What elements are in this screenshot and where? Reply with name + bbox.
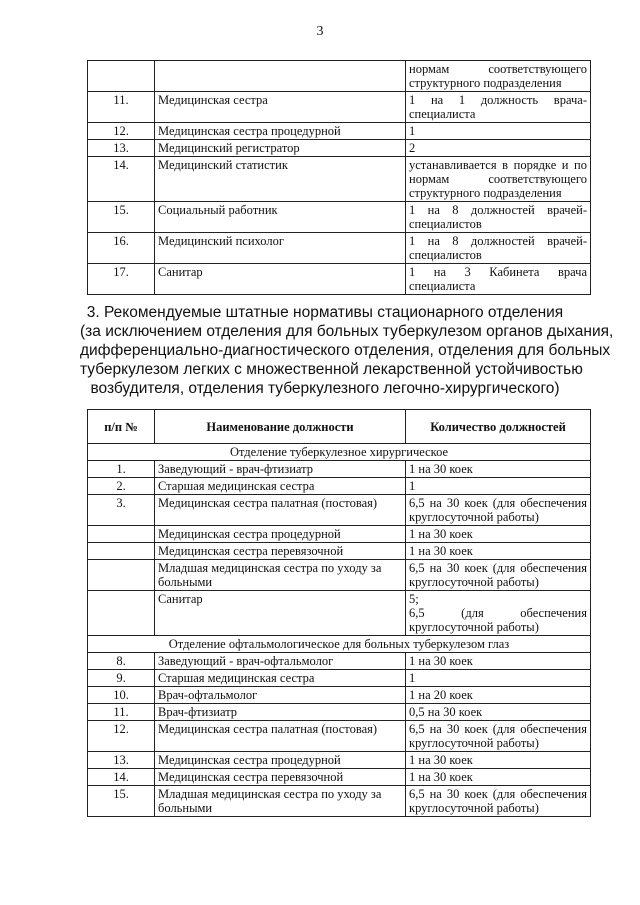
heading-line: (за исключением отделения для больных туберкулезом органов дыхания,: [80, 323, 614, 340]
position-name: Санитар: [155, 264, 406, 295]
table-row: [88, 560, 591, 591]
quantity-cell: [406, 123, 591, 140]
table-row: [88, 264, 591, 295]
table-row: [88, 687, 591, 704]
row-number: 12.: [88, 721, 155, 752]
row-number: 11.: [88, 704, 155, 721]
position-name: Медицинская сестра процедурной: [155, 123, 406, 140]
table-header-row: [88, 410, 591, 444]
quantity-line: специалистов: [409, 217, 482, 231]
table-row: [88, 461, 591, 478]
position-name: Младшая медицинская сестра по уходу за больными: [155, 560, 406, 591]
quantity-line: 1: [409, 671, 416, 685]
position-name: Медицинский статистик: [155, 157, 406, 202]
header-position: Наименование должности: [155, 410, 406, 444]
quantity-cell: [406, 687, 591, 704]
quantity-line: структурного подразделения: [409, 186, 562, 200]
header-quantity: Количество должностей: [406, 410, 591, 444]
position-name: Заведующий - врач-фтизиатр: [155, 461, 406, 478]
position-name: Заведующий - врач-офтальмолог: [155, 653, 406, 670]
quantity-line: круглосуточной работы): [409, 510, 539, 524]
quantity-line: структурного подразделения: [409, 76, 562, 90]
row-number: 10.: [88, 687, 155, 704]
row-number: 9.: [88, 670, 155, 687]
table-row: [88, 202, 591, 233]
row-number: 17.: [88, 264, 155, 295]
quantity-cell: [406, 495, 591, 526]
quantity-line: 1 на 20 коек: [409, 688, 473, 702]
quantity-line: 1 на 30 коек: [409, 753, 473, 767]
row-number: 14.: [88, 769, 155, 786]
staffing-table-continued: [87, 60, 591, 295]
row-number: 3.: [88, 495, 155, 526]
quantity-line: 1 на 8 должностей врачей-: [409, 234, 587, 248]
quantity-line: 6,5 на 30 коек (для обеспечения: [409, 496, 587, 510]
position-name: Медицинская сестра палатная (постовая): [155, 495, 406, 526]
table-row: [88, 526, 591, 543]
row-number: 15.: [88, 786, 155, 817]
section-title: Отделение офтальмологическое для больных туберкулезом глаз: [88, 636, 591, 653]
table-row: [88, 157, 591, 202]
quantity-line: 1 на 3 Кабинета врача: [409, 265, 587, 279]
quantity-line: 1: [409, 124, 416, 138]
row-number: 2.: [88, 478, 155, 495]
table-row: [88, 653, 591, 670]
row-number: [88, 526, 155, 543]
position-name: Медицинская сестра перевязочной: [155, 769, 406, 786]
quantity-cell: [406, 202, 591, 233]
quantity-line: 1 на 30 коек: [409, 544, 473, 558]
quantity-line: 1: [409, 479, 416, 493]
quantity-cell: [406, 591, 591, 636]
quantity-line: 6,5 на 30 коек (для обеспечения: [409, 722, 587, 736]
row-number: 1.: [88, 461, 155, 478]
position-name: [155, 61, 406, 92]
table-row: [88, 670, 591, 687]
quantity-cell: [406, 721, 591, 752]
table-row: [88, 769, 591, 786]
position-name: Медицинский психолог: [155, 233, 406, 264]
row-number: 14.: [88, 157, 155, 202]
quantity-line: 0,5 на 30 коек: [409, 705, 483, 719]
quantity-cell: [406, 653, 591, 670]
quantity-cell: [406, 61, 591, 92]
quantity-line: специалиста: [409, 279, 476, 293]
quantity-line: круглосуточной работы): [409, 801, 539, 815]
table-row: [88, 721, 591, 752]
position-name: Медицинский регистратор: [155, 140, 406, 157]
table-row: [88, 752, 591, 769]
quantity-line: нормам соответствующего: [409, 172, 587, 186]
table-row: [88, 704, 591, 721]
row-number: 15.: [88, 202, 155, 233]
heading-line: 3. Рекомендуемые штатные нормативы стационарного отделения: [86, 304, 564, 321]
quantity-cell: [406, 140, 591, 157]
quantity-line: 1 на 30 коек: [409, 654, 473, 668]
table-row: [88, 123, 591, 140]
table-row: [88, 495, 591, 526]
quantity-line: 1 на 30 коек: [409, 462, 473, 476]
section-title: Отделение туберкулезное хирургическое: [88, 444, 591, 461]
heading-line: возбудителя, отделения туберкулезного легочно-хирургического): [90, 380, 560, 397]
position-name: Младшая медицинская сестра по уходу за больными: [155, 786, 406, 817]
row-number: 13.: [88, 752, 155, 769]
position-name: Медицинская сестра перевязочной: [155, 543, 406, 560]
row-number: [88, 61, 155, 92]
table-row: [88, 61, 591, 92]
quantity-line: круглосуточной работы): [409, 736, 539, 750]
section-heading: [80, 303, 614, 398]
table-row: [88, 478, 591, 495]
row-number: 11.: [88, 92, 155, 123]
position-name: Врач-фтизиатр: [155, 704, 406, 721]
quantity-cell: [406, 157, 591, 202]
quantity-cell: [406, 461, 591, 478]
heading-line: туберкулезом легких с множественной лекарственной устойчивостью: [80, 361, 583, 378]
table-row: [88, 786, 591, 817]
row-number: [88, 591, 155, 636]
table-row: [88, 92, 591, 123]
row-number: 12.: [88, 123, 155, 140]
table-row: [88, 591, 591, 636]
position-name: Санитар: [155, 591, 406, 636]
section-row: [88, 444, 591, 461]
quantity-cell: [406, 670, 591, 687]
inpatient-staffing-table: [87, 409, 591, 817]
quantity-cell: [406, 560, 591, 591]
row-number: [88, 560, 155, 591]
quantity-line: круглосуточной работы): [409, 620, 539, 634]
row-number: [88, 543, 155, 560]
quantity-cell: [406, 233, 591, 264]
page-number: 3: [316, 24, 324, 39]
quantity-line: 6,5 на 30 коек (для обеспечения: [409, 787, 587, 801]
position-name: Социальный работник: [155, 202, 406, 233]
quantity-line: 6,5 на 30 коек (для обеспечения: [409, 561, 587, 575]
quantity-line: 6,5 (для обеспечения: [409, 606, 587, 620]
header-num: п/п №: [88, 410, 155, 444]
section-row: [88, 636, 591, 653]
quantity-line: 2: [409, 141, 416, 155]
position-name: Медицинская сестра палатная (постовая): [155, 721, 406, 752]
quantity-line: специалистов: [409, 248, 482, 262]
quantity-line: 1 на 30 коек: [409, 527, 473, 541]
quantity-line: нормам соответствующего: [409, 62, 587, 76]
quantity-cell: [406, 478, 591, 495]
position-name: Старшая медицинская сестра: [155, 670, 406, 687]
quantity-cell: [406, 704, 591, 721]
quantity-cell: [406, 752, 591, 769]
quantity-cell: [406, 786, 591, 817]
quantity-cell: [406, 264, 591, 295]
row-number: 8.: [88, 653, 155, 670]
quantity-cell: [406, 769, 591, 786]
position-name: Медицинская сестра процедурной: [155, 752, 406, 769]
row-number: 16.: [88, 233, 155, 264]
row-number: 13.: [88, 140, 155, 157]
table-row: [88, 233, 591, 264]
quantity-line: круглосуточной работы): [409, 575, 539, 589]
quantity-line: устанавливается в порядке и по: [409, 158, 587, 172]
quantity-cell: [406, 526, 591, 543]
quantity-line: 1 на 30 коек: [409, 770, 473, 784]
table-row: [88, 543, 591, 560]
position-name: Медицинская сестра процедурной: [155, 526, 406, 543]
position-name: Старшая медицинская сестра: [155, 478, 406, 495]
quantity-cell: [406, 92, 591, 123]
heading-line: дифференциально-диагностического отделения, отделения для больных: [80, 342, 611, 359]
quantity-line: специалиста: [409, 107, 476, 121]
position-name: Врач-офтальмолог: [155, 687, 406, 704]
quantity-line: 5;: [409, 592, 419, 606]
quantity-line: 1 на 1 должность врача-: [409, 93, 587, 107]
position-name: Медицинская сестра: [155, 92, 406, 123]
table-row: [88, 140, 591, 157]
quantity-cell: [406, 543, 591, 560]
quantity-line: 1 на 8 должностей врачей-: [409, 203, 587, 217]
